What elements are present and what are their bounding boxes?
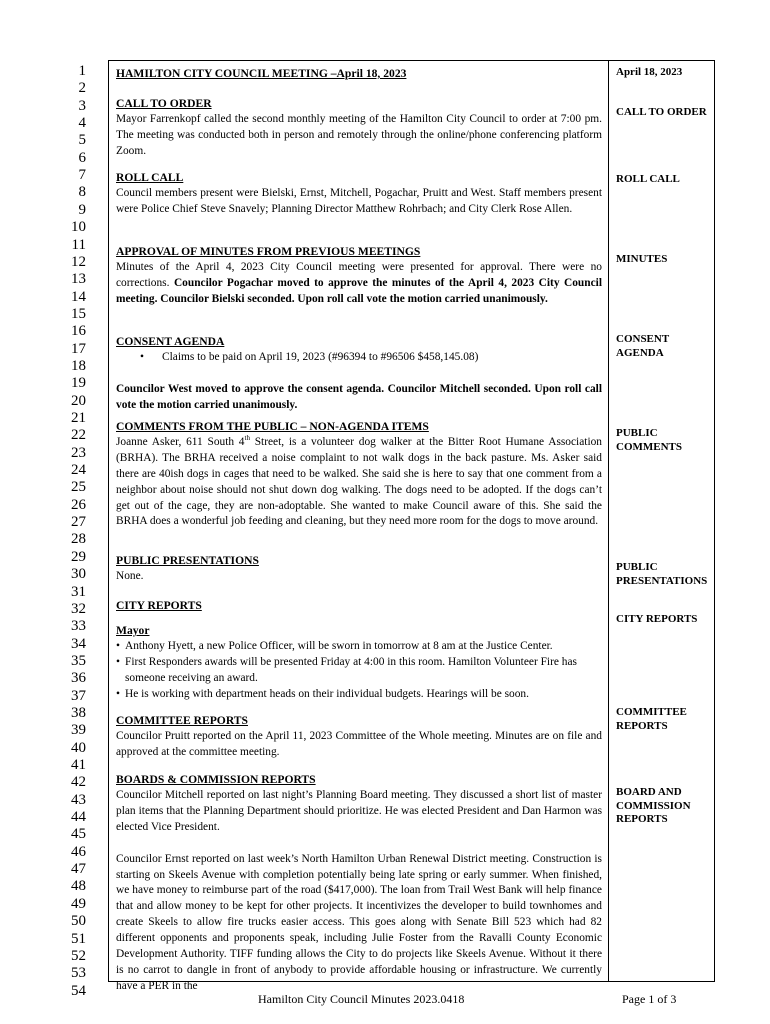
line-number: 47 — [71, 861, 86, 878]
line-number: 52 — [71, 947, 86, 964]
list-item — [116, 687, 602, 703]
list-item-text: First Responders awards will be presented Friday at 4:00 in this room. Hamilton Volunteer Fire has someone receiving an award. — [125, 655, 577, 684]
line-number: 19 — [71, 375, 86, 392]
sidebar-public-comments: PUBLIC COMMENTS — [616, 427, 682, 453]
line-number: 40 — [71, 739, 86, 756]
section-heading: PUBLIC PRESENTATIONS — [116, 554, 259, 567]
sidebar-committee-reports: COMMITTEE REPORTS — [616, 706, 687, 732]
line-number: 53 — [71, 965, 86, 982]
line-number: 45 — [71, 826, 86, 843]
section-heading: ROLL CALL — [116, 171, 184, 184]
line-number: 44 — [71, 809, 86, 826]
line-number: 10 — [71, 219, 86, 236]
line-number: 1 — [78, 63, 86, 79]
line-number: 22 — [71, 427, 86, 444]
line-number: 2 — [78, 80, 86, 97]
section-text: Councilor Pruitt reported on the April 11, 2023 Committee of the Whole meeting. Minutes are on file and approved at the committee meeting. — [116, 729, 602, 758]
line-number: 25 — [71, 479, 86, 496]
line-number: 4 — [78, 115, 86, 132]
line-number: 13 — [71, 271, 86, 288]
line-number: 23 — [71, 444, 86, 461]
line-number: 54 — [71, 982, 86, 999]
line-number: 46 — [71, 843, 86, 860]
line-number: 51 — [71, 930, 86, 947]
line-number: 32 — [71, 600, 86, 617]
bullet-mark: • — [116, 655, 120, 668]
line-number: 18 — [71, 357, 86, 374]
section-heading: BOARDS & COMMISSION REPORTS — [116, 773, 316, 786]
line-number: 26 — [71, 496, 86, 513]
list-item-text: Anthony Hyett, a new Police Officer, will be sworn in tomorrow at 8 am at the Justice Center. — [125, 639, 553, 652]
line-number: 6 — [78, 149, 86, 166]
section-text: Councilor Ernst reported on last week’s North Hamilton Urban Renewal District meeting. Construction is starting on Skeels Avenue with completion potentially being late spring or early summer. When finished, we have money to reimburse part of the road ($417,000). The loan from Trail West Bank will help finance that and allow money to be kept for other projects. It incentivizes the developer to build townhomes and create Skeels to allow fire trucks easier access. This goes along with Senate Bill 523 which had 82 different opponents and proponents speak, including Julie Foster from the Ravalli County Economic Development Authority. TIFF funding allows the City to do projects like Skeels Avenue. Without it there is no carrot to dangle in front of anybody to provide affordable housing or infrastructure. We currently have a PER in the — [116, 852, 602, 992]
sidebar-date: April 18, 2023 — [616, 66, 683, 78]
line-number: 3 — [78, 97, 86, 114]
line-number: 7 — [78, 167, 86, 184]
line-number: 24 — [71, 462, 86, 479]
line-number: 49 — [71, 895, 86, 912]
line-number: 37 — [71, 687, 86, 704]
sidebar-roll-call: ROLL CALL — [616, 173, 680, 185]
line-number: 21 — [71, 410, 86, 426]
section-heading: CONSENT AGENDA — [116, 335, 225, 348]
line-number: 48 — [71, 878, 86, 895]
committee-reports-section — [116, 713, 602, 761]
section-text: Joanne Asker, 611 South 4th Street, is a volunteer dog walker at the Bitter Root Humane Association (BRHA). The BRHA received a noise complaint to not walk dogs in the back pasture. Ms. Asker said there are 40ish dogs in cages that need to be walked. She said she is here to say that one comment from a neighbor about noise should not shut down dog walking. The dogs need to be adopted. If the dogs can’t get out of the cage, they are non-adoptable. She wanted to make Council aware of this. She said the BRHA does a wonderful job feeding and cleaning, but they need more room for the dogs to move around. — [116, 434, 602, 528]
list-item-text: He is working with department heads on their individual budgets. Hearings will be soon. — [125, 687, 529, 700]
section-heading: COMMITTEE REPORTS — [116, 714, 248, 727]
subheading-mayor: Mayor — [116, 623, 150, 637]
section-heading: CITY REPORTS — [116, 599, 202, 612]
line-number: 34 — [71, 635, 86, 652]
section-heading: CALL TO ORDER — [116, 97, 212, 110]
line-number: 33 — [71, 618, 86, 635]
list-item — [116, 639, 602, 655]
line-number: 17 — [71, 340, 86, 357]
section-text: Minutes of the April 4, 2023 City Council meeting were presented for approval. There were no corrections. Councilor Pogachar moved to approve the minutes of the April 4, 2023 City Council meeting. Councilor Bielski seconded. Upon roll call vote the motion carried unanimously. — [116, 260, 602, 305]
sidebar-city-reports: CITY REPORTS — [616, 613, 698, 625]
document-title: HAMILTON CITY COUNCIL MEETING –April 18, 2023 — [116, 67, 407, 80]
roll-call-section — [116, 170, 602, 218]
city-reports-section — [116, 598, 602, 702]
line-number: 30 — [71, 566, 86, 583]
section-heading: COMMENTS FROM THE PUBLIC – NON-AGENDA ITEMS — [116, 420, 429, 433]
line-number: 20 — [71, 392, 86, 409]
line-number: 39 — [71, 722, 86, 739]
bullet-mark: • — [140, 350, 144, 363]
bullet-mark: • — [116, 687, 120, 700]
consent-agenda-section — [116, 334, 602, 414]
page-number: Page 1 of 3 — [622, 992, 677, 1006]
boards-section — [116, 772, 602, 995]
line-number: 35 — [71, 652, 86, 669]
section-text: Council members present were Bielski, Ernst, Mitchell, Pogachar, Pruitt and West. Staff members present were Police Chief Steve Snavely; Planning Director Matthew Rohrbach; and City Clerk Rose Allen. — [116, 186, 602, 215]
line-number: 28 — [71, 531, 86, 548]
line-number: 38 — [71, 704, 86, 721]
motion-text: Councilor West moved to approve the consent agenda. Councilor Mitchell seconded. Upon roll call vote the motion carried unanimously. — [116, 382, 602, 411]
section-heading: APPROVAL OF MINUTES FROM PREVIOUS MEETINGS — [116, 245, 421, 258]
public-comments-section — [116, 419, 602, 530]
line-number: 41 — [71, 757, 86, 773]
line-number: 36 — [71, 670, 86, 687]
footer-title: Hamilton City Council Minutes 2023.0418 — [258, 992, 465, 1006]
sidebar-consent-agenda: CONSENT AGENDA — [616, 333, 669, 359]
list-item — [116, 655, 602, 687]
line-number: 42 — [71, 774, 86, 791]
line-number: 16 — [71, 323, 86, 340]
line-number: 43 — [71, 791, 86, 808]
margin-notes-frame — [608, 60, 715, 982]
call-to-order-section — [116, 96, 602, 160]
public-presentations-section — [116, 553, 602, 585]
line-number: 27 — [71, 514, 86, 531]
mayor-report-list — [116, 639, 602, 703]
line-number: 9 — [78, 201, 86, 218]
line-number: 14 — [71, 288, 86, 305]
sidebar-minutes: MINUTES — [616, 253, 668, 265]
minutes-section — [116, 244, 602, 308]
line-number: 29 — [71, 548, 86, 565]
line-number: 15 — [71, 305, 86, 322]
section-text: Mayor Farrenkopf called the second monthly meeting of the Hamilton City Council to order at 7:00 pm. The meeting was conducted both in person and remotely through the online/phone conferencing platform Zoom. — [116, 112, 602, 157]
line-number: 31 — [71, 583, 86, 600]
section-text: None. — [116, 569, 144, 582]
line-number: 5 — [78, 132, 86, 149]
line-number: 11 — [71, 236, 86, 253]
line-number: 8 — [78, 184, 86, 201]
line-number: 12 — [71, 253, 86, 270]
line-number: 50 — [71, 913, 86, 930]
sidebar-call-to-order: CALL TO ORDER — [616, 106, 707, 118]
sidebar-board-commission: BOARD AND COMMISSION REPORTS — [616, 786, 691, 825]
bullet-mark: • — [116, 639, 120, 652]
sidebar-public-presentations: PUBLIC PRESENTATIONS — [616, 561, 708, 587]
section-text: Councilor Mitchell reported on last night’s Planning Board meeting. They discussed a short list of master plan items that the Planning Department should prioritize. He was elected President and Dan Harmon was elected Vice President. — [116, 788, 602, 833]
list-item: • Claims to be paid on April 19, 2023 (#96394 to #96506 $458,145.08) — [116, 350, 602, 366]
